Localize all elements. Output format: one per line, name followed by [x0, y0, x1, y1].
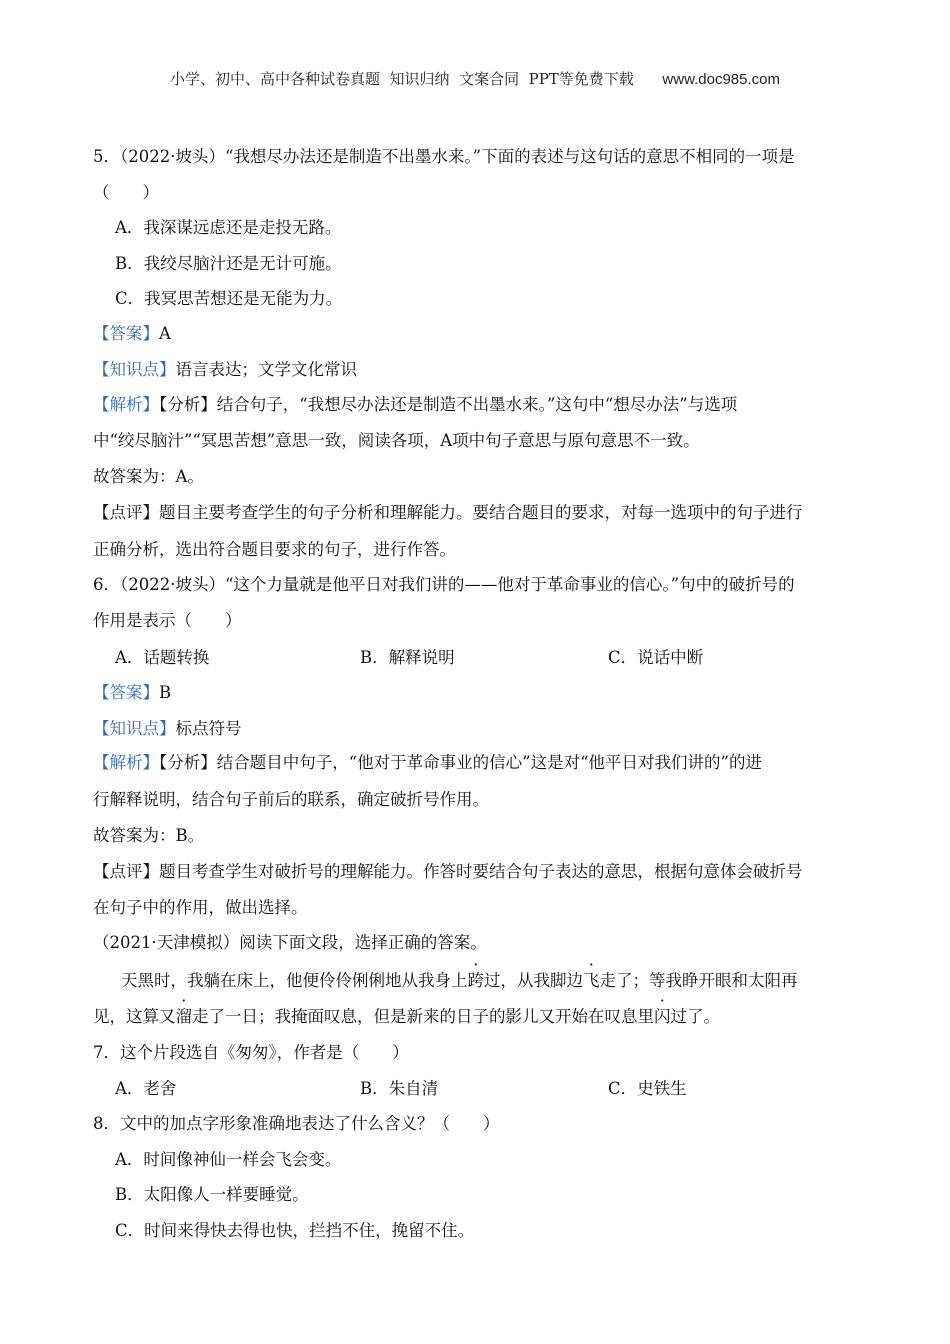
passage-text: 见，这算又: [93, 1007, 176, 1026]
q5-option-c: C．我冥思苦想还是无能为力。: [115, 289, 343, 308]
answer-tag: 【答案】: [93, 324, 159, 343]
passage-text: 天黑时，我躺在床上，他便伶伶俐俐地从我身上: [121, 971, 468, 990]
passage-line-2: [93, 1006, 720, 1028]
q5-comment: 【点评】题目主要考查学生的句子分析和理解能力。要结合题目的要求，对每一选项中的句子进行: [93, 503, 803, 522]
q5-paren: （ ）: [93, 183, 159, 202]
analysis-tag: 【解析】: [93, 753, 159, 772]
answer-value: B: [159, 683, 172, 702]
q6-stem-cont: 作用是表示（ ）: [93, 611, 242, 630]
q5-conclusion: 故答案为：A。: [93, 467, 204, 486]
answer-value: A: [159, 324, 171, 343]
analysis-text: 【分析】结合题目中句子，“他对于革命事业的信心”这是对“他平日对我们讲的”的进: [159, 753, 762, 772]
q7-option-a: A．老舍: [115, 1079, 177, 1098]
q5-analysis-cont: 中“绞尽脑汁”“冥思苦想”意思一致，阅读各项，A项中句子意思与原句意思不一致。: [93, 431, 700, 450]
dotted-char: 飞: [583, 971, 600, 990]
q5-knowledge: [93, 359, 357, 381]
q5-analysis: [93, 394, 737, 416]
q6-answer: [93, 682, 171, 704]
knowledge-tag: 【知识点】: [93, 360, 176, 379]
q5-stem: 5．（2022·坡头）“我想尽办法还是制造不出墨水来。”下面的表述与这句话的意思不相同的一项是: [93, 147, 795, 166]
q8-option-b: B．太阳像人一样要睡觉。: [115, 1185, 309, 1204]
q7-stem: 7．这个片段选自《匆匆》，作者是（ ）: [93, 1043, 409, 1062]
q6-comment-cont: 在句子中的作用，做出选择。: [93, 898, 308, 917]
passage-text: 过，从我脚边: [484, 971, 583, 990]
analysis-text: 【分析】结合句子，“我想尽办法还是制造不出墨水来。”这句中“想尽办法”与选项: [159, 395, 738, 414]
passage-text: 走了；等我睁开眼和太阳再: [599, 971, 798, 990]
passage-text: 过了。: [670, 1007, 720, 1026]
q5-answer: [93, 323, 171, 345]
q8-option-a: A．时间像神仙一样会飞会变。: [115, 1150, 342, 1169]
passage-line-1: [121, 970, 798, 992]
dotted-char: 溜: [175, 1007, 192, 1026]
knowledge-tag: 【知识点】: [93, 719, 176, 738]
analysis-tag: 【解析】: [93, 395, 159, 414]
page-header: [0, 68, 950, 89]
q6-knowledge: [93, 718, 242, 740]
q7-option-b: B．朱自清: [360, 1079, 439, 1098]
passage-text: 走了一日；我掩面叹息，但是新来的日子的影儿又开始在叹息里: [192, 1007, 654, 1026]
q5-option-a: A．我深谋远虑还是走投无路。: [115, 218, 342, 237]
q6-option-c: C．说话中断: [608, 648, 704, 667]
dotted-char: 跨: [467, 971, 484, 990]
q6-option-a: A．话题转换: [115, 648, 210, 667]
q7-option-c: C．史铁生: [608, 1079, 687, 1098]
q6-stem: 6．（2022·坡头）“这个力量就是他平日对我们讲的——他对于革命事业的信心。”句中的破折号的: [93, 575, 795, 594]
knowledge-value: 标点符号: [175, 719, 242, 738]
q8-option-c: C．时间来得快去得也快，拦挡不住，挽留不住。: [115, 1221, 475, 1240]
q8-stem: 8．文中的加点字形象准确地表达了什么含义？（ ）: [93, 1114, 500, 1133]
q6-comment: 【点评】题目考查学生对破折号的理解能力。作答时要结合句子表达的意思，根据句意体会破折号: [93, 862, 803, 881]
header-site[interactable]: www.doc985.com: [662, 71, 780, 88]
q6-option-b: B．解释说明: [360, 648, 455, 667]
q6-analysis-cont: 行解释说明，结合句子前后的联系，确定破折号作用。: [93, 790, 489, 809]
q5-option-b: B．我绞尽脑汁还是无计可施。: [115, 254, 342, 273]
answer-tag: 【答案】: [93, 683, 159, 702]
header-text: 小学、初中、高中各种试卷真题 知识归纳 文案合同 PPT等免费下载: [170, 70, 634, 88]
knowledge-value: 语言表达；文学文化常识: [175, 360, 357, 379]
passage-intro: （2021·天津模拟）阅读下面文段，选择正确的答案。: [93, 933, 487, 952]
q6-analysis: [93, 752, 762, 774]
q5-comment-cont: 正确分析，选出符合题目要求的句子，进行作答。: [93, 540, 456, 559]
q6-conclusion: 故答案为：B。: [93, 826, 205, 845]
dotted-char: 闪: [654, 1007, 671, 1026]
